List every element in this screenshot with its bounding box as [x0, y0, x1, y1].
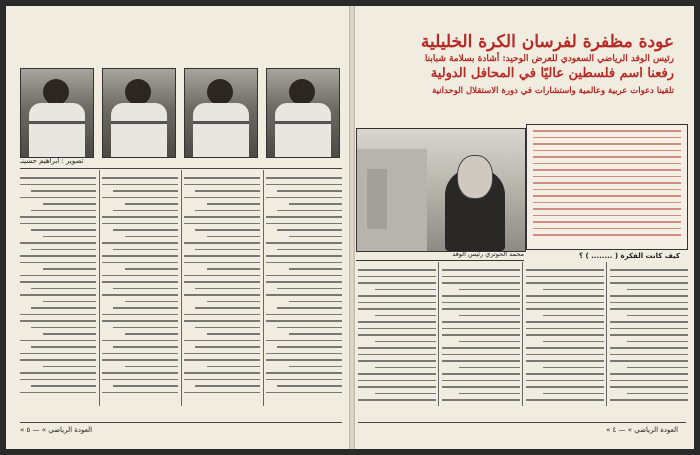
article-column-7: [526, 264, 604, 406]
article-column-1: [20, 172, 96, 404]
highlight-box: [526, 124, 688, 250]
article-column-3: [184, 172, 260, 404]
headline-sub-2: رفعنا اسم فلسطين عاليًا في المحافل الدولية: [430, 66, 674, 81]
photo-credit: تصوير : ابراهيم حسينـ: [20, 156, 342, 169]
magazine-spread: [6, 6, 694, 449]
article-column-8: [610, 264, 688, 406]
right-page-footer: « العودة الرياضي » — ٤: [606, 426, 679, 434]
player-photo-3: [184, 68, 258, 158]
player-photo-1: [20, 68, 94, 158]
headline-sub-1: رئيس الوفد الرياضي السعودي للعرض الوحيد: أشادة بسلامة شبابنا: [424, 54, 674, 64]
article-column-5: [358, 264, 436, 406]
player-photo-4: [266, 68, 340, 158]
article-column-4: [266, 172, 342, 404]
headline-main: عودة مظفرة لفرسان الكرة الخليلية: [420, 32, 674, 52]
article-column-6: [442, 264, 520, 406]
delegation-head-photo: [356, 128, 526, 252]
photo-caption: محمد الحوتري رئيس الوفد: [356, 250, 524, 261]
headline-sub-3: تلقينا دعوات عربية وعالمية واستشارات في دورة الاستقلال الوحدانية: [432, 86, 674, 96]
section-subtitle: كيف كانت الفكرة ( ........ ) ؟: [579, 252, 680, 260]
article-column-2: [102, 172, 178, 404]
player-photo-2: [102, 68, 176, 158]
left-page-footer: « العودة الرياضي » — ٥: [20, 426, 93, 434]
